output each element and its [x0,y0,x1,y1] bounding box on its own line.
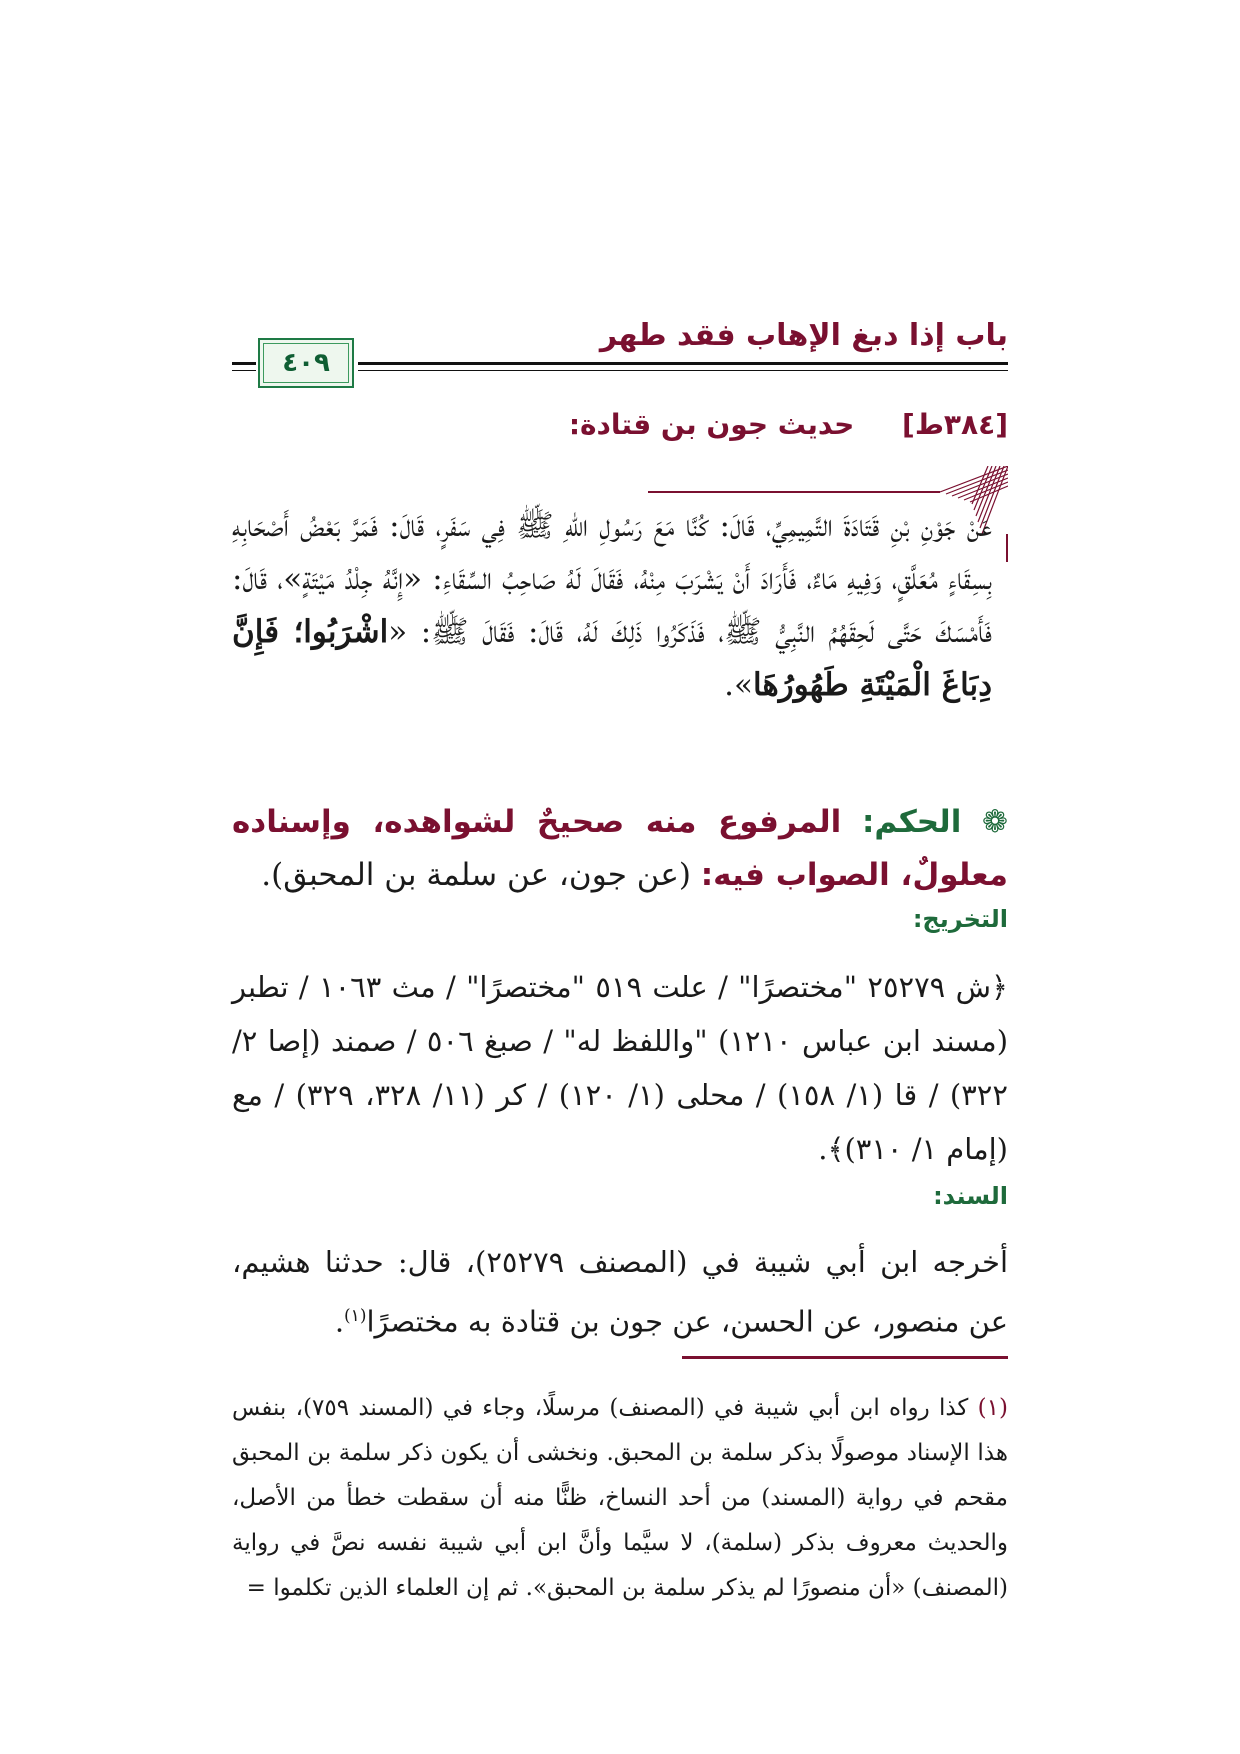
footnote-text: كذا رواه ابن أبي شيبة في (المصنف) مرسلًا، وجاء في (المسند ٧٥٩)، بنفس هذا الإسناد موصولًا بذكر سلمة بن المحبق. ونخشى أن يكون ذكر سلمة بن المحبق مقحم في رواية (المسند) من أحد النساخ، ظنًّا منه أن سقطت خطأ من الأصل، والحديث معروف بذكر (سلمة)، لا سيَّما وأنَّ ابن أبي شيبة نفسه نصَّ في رواية (المصنف) «أن منصورًا لم يذكر سلمة بن المحبق». ثم إن العلماء الذين تكلموا = [232,1395,1008,1601]
takhrij-text: ﴿ش ٢٥٢٧٩ "مختصرًا" / علت ٥١٩ "مختصرًا" / مث ١٠٦٣ / تطبر (مسند ابن عباس ١٢١٠) "واللفظ له" / صبغ ٥٠٦ / صمند (إصا ٢/ ٣٢٢) / قا (١/ ١٥٨) / محلى (١/ ١٢٠) / كر (١١/ ٣٢٨، ٣٢٩) / مع (إمام ١/ ٣١٠)﴾. [232,970,1009,1166]
sanad-end: . [334,1304,345,1339]
ruling-label: الحكم: [861,804,962,840]
footnote-reference[interactable]: (١) [344,1306,367,1326]
ruling-rest: (عن جون، عن سلمة بن المحبق). [261,857,691,893]
hadith-text [232,500,992,712]
hadith-bold-phrase: اشْرَبُوا؛ فَإِنَّ دِبَاغَ الْمَيْتَةِ طَهُورُهَا [232,614,992,703]
footnote-separator [682,1356,1008,1359]
takhrij-heading: التخريج: [912,905,1008,933]
footnote [232,1386,1008,1611]
sanad-heading: السند: [933,1182,1008,1210]
header-rule-left [232,362,256,365]
flower-ornament-icon: ❁ [982,804,1008,840]
footnote-number: (١) [977,1395,1008,1421]
hadith-box-side-rule [1006,534,1008,562]
header-rule-left-thin [232,370,256,371]
ruling-verdict: المرفوع منه صحيحٌ لشواهده، وإسناده معلولٌ، الصواب فيه: [232,804,1008,893]
hadith-end: ». [724,667,753,703]
page-number-badge [258,338,354,388]
hadith-box-top-rule [648,491,940,493]
sanad-text: أخرجه ابن أبي شيبة في (المصنف ٢٥٢٧٩)، قال: حدثنا هشيم، عن منصور، عن الحسن، عن جون بن قتادة به مختصرًا [232,1245,1008,1339]
ruling-paragraph [232,796,1008,902]
header-rule-thin [358,370,1008,371]
header-rule [358,362,1008,365]
page-number: ٤٠٩ [282,348,330,378]
hadith-title: حديث جون بن قتادة: [568,408,855,441]
hadith-body: عَنْ جَوْنِ بْنِ قَتَادَةَ التَّمِيمِيِّ، قَالَ: كُنَّا مَعَ رَسُولِ اللهِ ﷺ فِي سَفَرٍ، قَالَ: فَمَرَّ بَعْضُ أَصْحَابِهِ بِسِقَاءٍ مُعَلَّقٍ، وَفِيهِ مَاءٌ، فَأَرَادَ أَنْ يَشْرَبَ مِنْهُ، فَقَالَ لَهُ صَاحِبُ السِّقَاءِ: «إِنَّهُ جِلْدُ مَيْتَةٍ»، قَالَ: فَأَمْسَكَ حَتَّى لَحِقَهُمُ النَّبِيُّ ﷺ، فَذَكَرُوا ذَلِكَ لَهُ، قَالَ: فَقَالَ ﷺ: « [232,508,993,650]
running-title: باب إذا دبغ الإهاب فقد طهر [599,318,1008,353]
sanad-paragraph [232,1235,1008,1349]
hadith-number: [٣٨٤ط] [902,408,1008,441]
hadith-heading [569,408,1008,441]
